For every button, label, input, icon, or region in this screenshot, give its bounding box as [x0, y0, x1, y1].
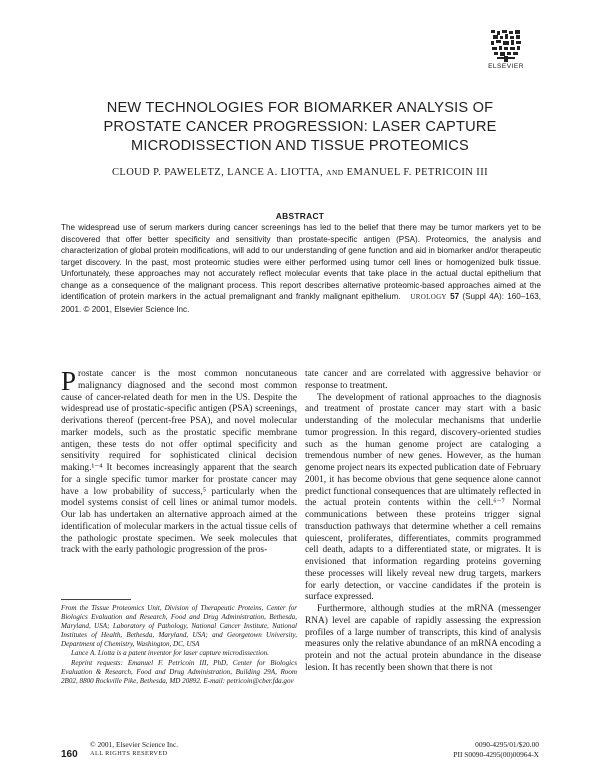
- rights-notice: ALL RIGHTS RESERVED: [90, 750, 168, 757]
- abstract-body: [61, 222, 541, 315]
- paragraph-text: rostate cancer is the most common noncutaneous malignancy diagnosed and the second most common cause of cancer-related death for men in the US. Despite the widespread use of prostatic-specific antigen (PSA) screenings, derivations thereof (percent-free PSA), and novel molecular marker models, such as the prostatic specific membrane antigen, these tests do not offer optimal specificity and sensitivity required for sophisticated clinical decision making.¹⁻⁴ It becomes increasingly apparent that the search for a single specific tumor marker for prostate cancer may have a low probability of success,⁵ particularly when the model systems consist of cell lines or animal tumor models. Our lab has undertaken an alternative approach aimed at the identification of molecular markers in the actual tissue cells of the pathologic prostate specimen. We seek molecules that track with the early pathologic progression of the pros-: [61, 369, 297, 556]
- title-line: PROSTATE CANCER PROGRESSION: LASER CAPTURE: [103, 119, 497, 135]
- footnotes: [61, 604, 297, 686]
- journal-citation: (Suppl 4A): 160–163, 2001. © 2001, Elsevier Science Inc.: [61, 292, 542, 314]
- paragraph: [61, 366, 297, 557]
- title-line: NEW TECHNOLOGIES FOR BIOMARKER ANALYSIS OF: [106, 100, 494, 116]
- paragraph: tate cancer and are correlated with aggressive behavior or response to treatment.: [305, 369, 541, 391]
- paragraph: The development of rational approaches to the diagnosis and treatment of prostate cancer may start with a basic understanding of the molecular mechanisms that underlie tumor progression. In this regard, discovery-oriented studies such as the human genome project are cataloging a tremendous number of new genes. However, as the human genome project nears its expected publication date of February 2001, it has become obvious that gene sequence alone cannot predict functional consequences that are ultimately reflected in the actual protein contents within the cell.⁶⁻⁷ Normal communications between these proteins trigger signal transduction pathways that determine whether a cell remains quiescent, proliferates, differentiates, commits programmed cell death, adapts to a differentiated state, or migrates. It is envisioned that information regarding proteins governing these processes will likely reveal new drug targets, markers for early detection, or vaccine candidates if the protein is surface expressed.: [305, 392, 541, 603]
- journal-name: UROLOGY: [410, 293, 447, 301]
- page-number: 160: [61, 749, 78, 760]
- article-identifiers: [330, 740, 539, 760]
- authors-last: EMANUEL F. PETRICOIN III: [346, 167, 488, 178]
- footnote-affiliation: From the Tissue Proteomics Unit, Division of Therapeutic Proteins, Center for Biologics Evaluation and Research, Food and Drug Administration, Bethesda, Maryland, USA; Laboratory of Pathology, National Cancer Institute, National Institutes of Health, Bethesda, Maryland, USA; and Georgetown University, Department of Chemistry, Washington, DC, USA: [61, 604, 297, 649]
- article-title: [60, 99, 540, 156]
- authors-first: CLOUD P. PAWELETZ, LANCE A. LIOTTA,: [111, 167, 324, 178]
- issn: 0090-4295/01/$20.00: [475, 740, 539, 749]
- body-column-right: [305, 369, 541, 675]
- author-list: [60, 167, 540, 178]
- title-line: MICRODISSECTION AND TISSUE PROTEOMICS: [131, 138, 469, 154]
- journal-volume: 57: [450, 292, 460, 301]
- footnote-divider: [61, 599, 131, 600]
- footnote-inventor: Lance A. Liotta is a patent inventor for laser capture microdissection.: [71, 649, 269, 658]
- pii: PII S0090-4295(00)00964-X: [453, 750, 539, 759]
- footnote-reprint: Reprint requests: Emanuel F. Petricoin III, PhD, Center for Biologics Evaluation & Research, Food and Drug Administration, Building 29A, Room 2B02, 8800 Rockville Pike, Bethesda, MD 20892. E-mail: petricoin@cber.fda.gov: [61, 658, 297, 685]
- elsevier-wordmark: ELSEVIER: [488, 63, 524, 70]
- elsevier-tree-icon: [489, 28, 523, 62]
- abstract-heading: ABSTRACT: [275, 211, 325, 221]
- body-column-left: [61, 366, 297, 557]
- copyright-notice: © 2001, Elsevier Science Inc.: [90, 740, 179, 749]
- drop-cap: P: [61, 366, 77, 396]
- paragraph: Furthermore, although studies at the mRNA (messenger RNA) level are capable of rapidly assessing the expression profiles of a large number of transcripts, this kind of analysis measures only the relative abundance of an mRNA encoding a protein and not the actual protein abundance in the disease lesion. It has recently been shown that there is not: [305, 604, 541, 673]
- elsevier-logo: [486, 28, 526, 70]
- authors-and: AND: [326, 168, 344, 177]
- abstract-text: The widespread use of serum markers during cancer screenings has led to the belief that there may be tumor markers yet to be discovered that offer better specificity and sensitivity than prostate-specific antigen (PSA). Proteomics, the analysis and characterization of global protein modifications, will add to our understanding of gene function and aid in biomarker and/or therapeutic target discovery. In the past, most proteomic studies were either performed using tumor cell lines or homogenized bulk tissue. Unfortunately, these approaches may not accurately reflect molecular events that take place in the actual ductal epithelium that change as a consequence of the malignant process. This report describes alternative proteomic-based approaches aimed at the identification of protein markers in the actual premalignant and frankly malignant epithelium.: [61, 223, 541, 301]
